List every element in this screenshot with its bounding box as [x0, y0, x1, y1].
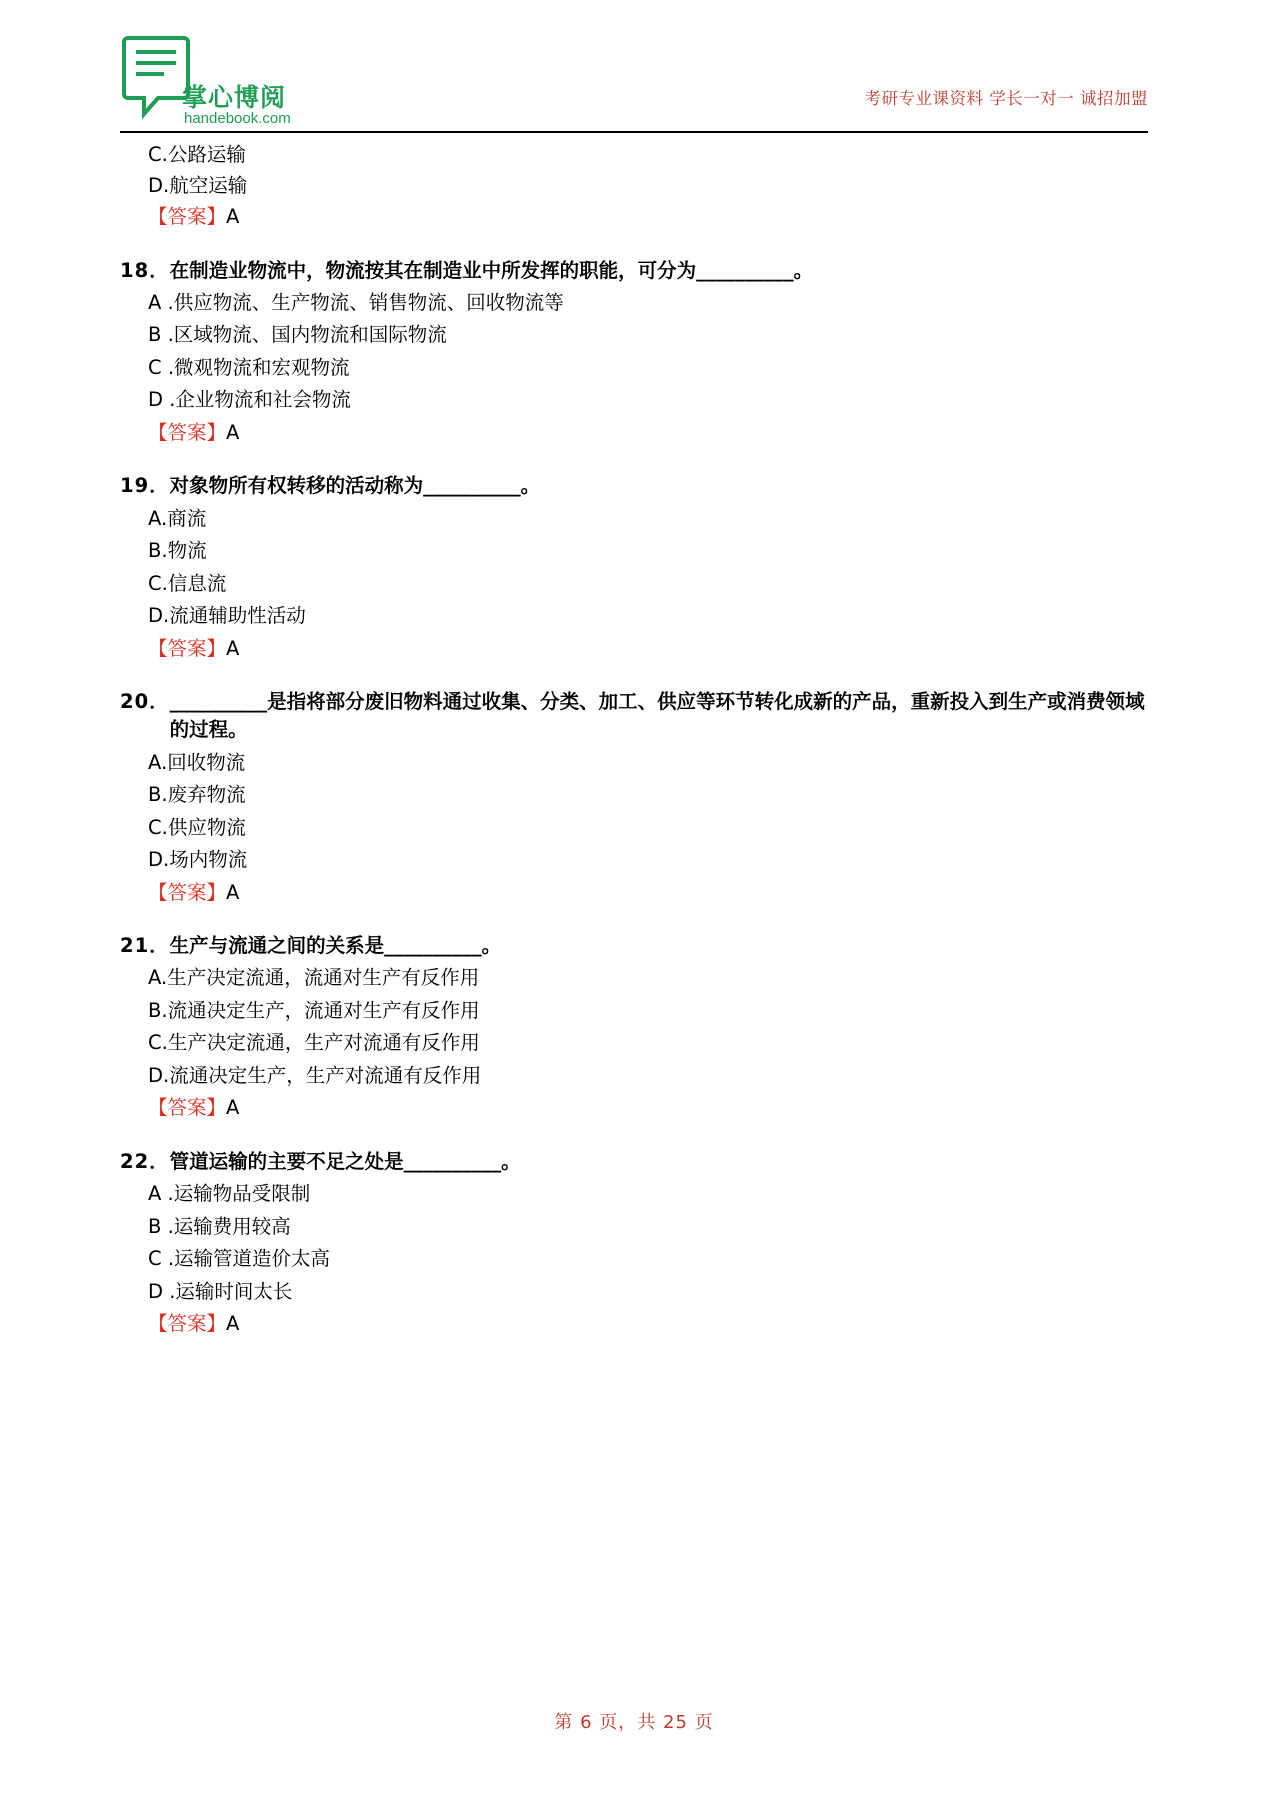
header-divider — [120, 131, 1148, 133]
site-logo — [122, 34, 292, 130]
page-header — [0, 0, 1268, 140]
answer-value: A — [226, 205, 240, 228]
option-c: C.供应物流 — [148, 815, 246, 839]
option-c: C.信息流 — [148, 571, 227, 595]
option-item: C.公路运输 — [148, 143, 246, 166]
question-heading — [120, 257, 1150, 285]
option-d: D .企业物流和社会物流 — [148, 388, 351, 412]
answer-line — [148, 417, 1150, 443]
option-a: A.回收物流 — [148, 750, 246, 774]
question-number: 22． — [120, 1149, 170, 1173]
answer-line — [148, 877, 1150, 903]
question-heading — [120, 1148, 1150, 1176]
option-b: B.废弃物流 — [148, 783, 246, 807]
logo-text-cn: 掌心博阅 — [182, 83, 287, 112]
option-b: B .区域物流、国内物流和国际物流 — [148, 323, 447, 347]
option-list — [120, 747, 1150, 877]
question-18 — [120, 257, 1150, 443]
answer-value: A — [226, 420, 240, 444]
question-20 — [120, 688, 1150, 902]
answer-tag: 【答案】 — [148, 420, 227, 444]
question-text: 对象物所有权转移的活动称为__________。 — [169, 474, 541, 498]
logo-text-en: handebook.com — [184, 110, 291, 127]
option-list — [120, 503, 1150, 633]
option-c: C .运输管道造价太高 — [148, 1247, 331, 1271]
option-b: B.流通决定生产，流通对生产有反作用 — [148, 998, 480, 1022]
option-d: D .运输时间太长 — [148, 1279, 293, 1303]
option-item: D.航空运输 — [148, 173, 248, 197]
answer-line — [148, 201, 1150, 227]
answer-line — [148, 633, 1150, 659]
question-21 — [120, 932, 1150, 1118]
question-number: 19． — [120, 474, 170, 498]
question-list — [120, 140, 1150, 1334]
question-text: __________是指将部分废旧物料通过收集、分类、加工、供应等环节转化成新的产品，重新投入到生产或消费领域的过程。 — [169, 690, 1145, 742]
option-b: B.物流 — [148, 539, 207, 563]
option-c: C .微观物流和宏观物流 — [148, 355, 350, 379]
answer-value: A — [226, 880, 240, 904]
question-heading — [120, 688, 1150, 745]
header-tagline: 考研专业课资料 学长一对一 诚招加盟 — [864, 89, 1148, 108]
answer-value: A — [226, 636, 240, 660]
question-number: 21． — [120, 934, 170, 958]
option-a: A .运输物品受限制 — [148, 1182, 311, 1206]
answer-tag: 【答案】 — [148, 205, 227, 228]
question-heading — [120, 932, 1150, 960]
option-b: B .运输费用较高 — [148, 1214, 291, 1238]
question-19 — [120, 472, 1150, 658]
option-c: C.生产决定流通，生产对流通有反作用 — [148, 1031, 480, 1055]
answer-value: A — [226, 1096, 240, 1120]
answer-value: A — [226, 1312, 240, 1336]
option-a: A.生产决定流通，流通对生产有反作用 — [148, 966, 480, 990]
answer-line — [148, 1092, 1150, 1118]
question-number: 20． — [120, 690, 170, 714]
question-number: 18． — [120, 258, 170, 282]
option-a: A .供应物流、生产物流、销售物流、回收物流等 — [148, 290, 564, 314]
option-d: D.流通决定生产，生产对流通有反作用 — [148, 1063, 482, 1087]
option-d: D.场内物流 — [148, 848, 248, 872]
question-text: 在制造业物流中，物流按其在制造业中所发挥的职能，可分为__________。 — [169, 258, 814, 282]
question-22 — [120, 1148, 1150, 1334]
answer-tag: 【答案】 — [148, 636, 227, 660]
question-text: 管道运输的主要不足之处是__________。 — [169, 1149, 521, 1173]
answer-tag: 【答案】 — [148, 1312, 227, 1336]
option-d: D.流通辅助性活动 — [148, 604, 306, 628]
option-list — [120, 962, 1150, 1092]
question-text: 生产与流通之间的关系是__________。 — [169, 934, 502, 958]
answer-tag: 【答案】 — [148, 1096, 227, 1120]
answer-line — [148, 1308, 1150, 1334]
option-a: A.商流 — [148, 506, 207, 530]
option-list — [120, 1178, 1150, 1308]
option-list — [120, 287, 1150, 417]
page-footer: 第 6 页，共 25 页 — [554, 1712, 714, 1733]
answer-tag: 【答案】 — [148, 880, 227, 904]
carryover-options — [120, 140, 1150, 227]
question-heading — [120, 472, 1150, 500]
